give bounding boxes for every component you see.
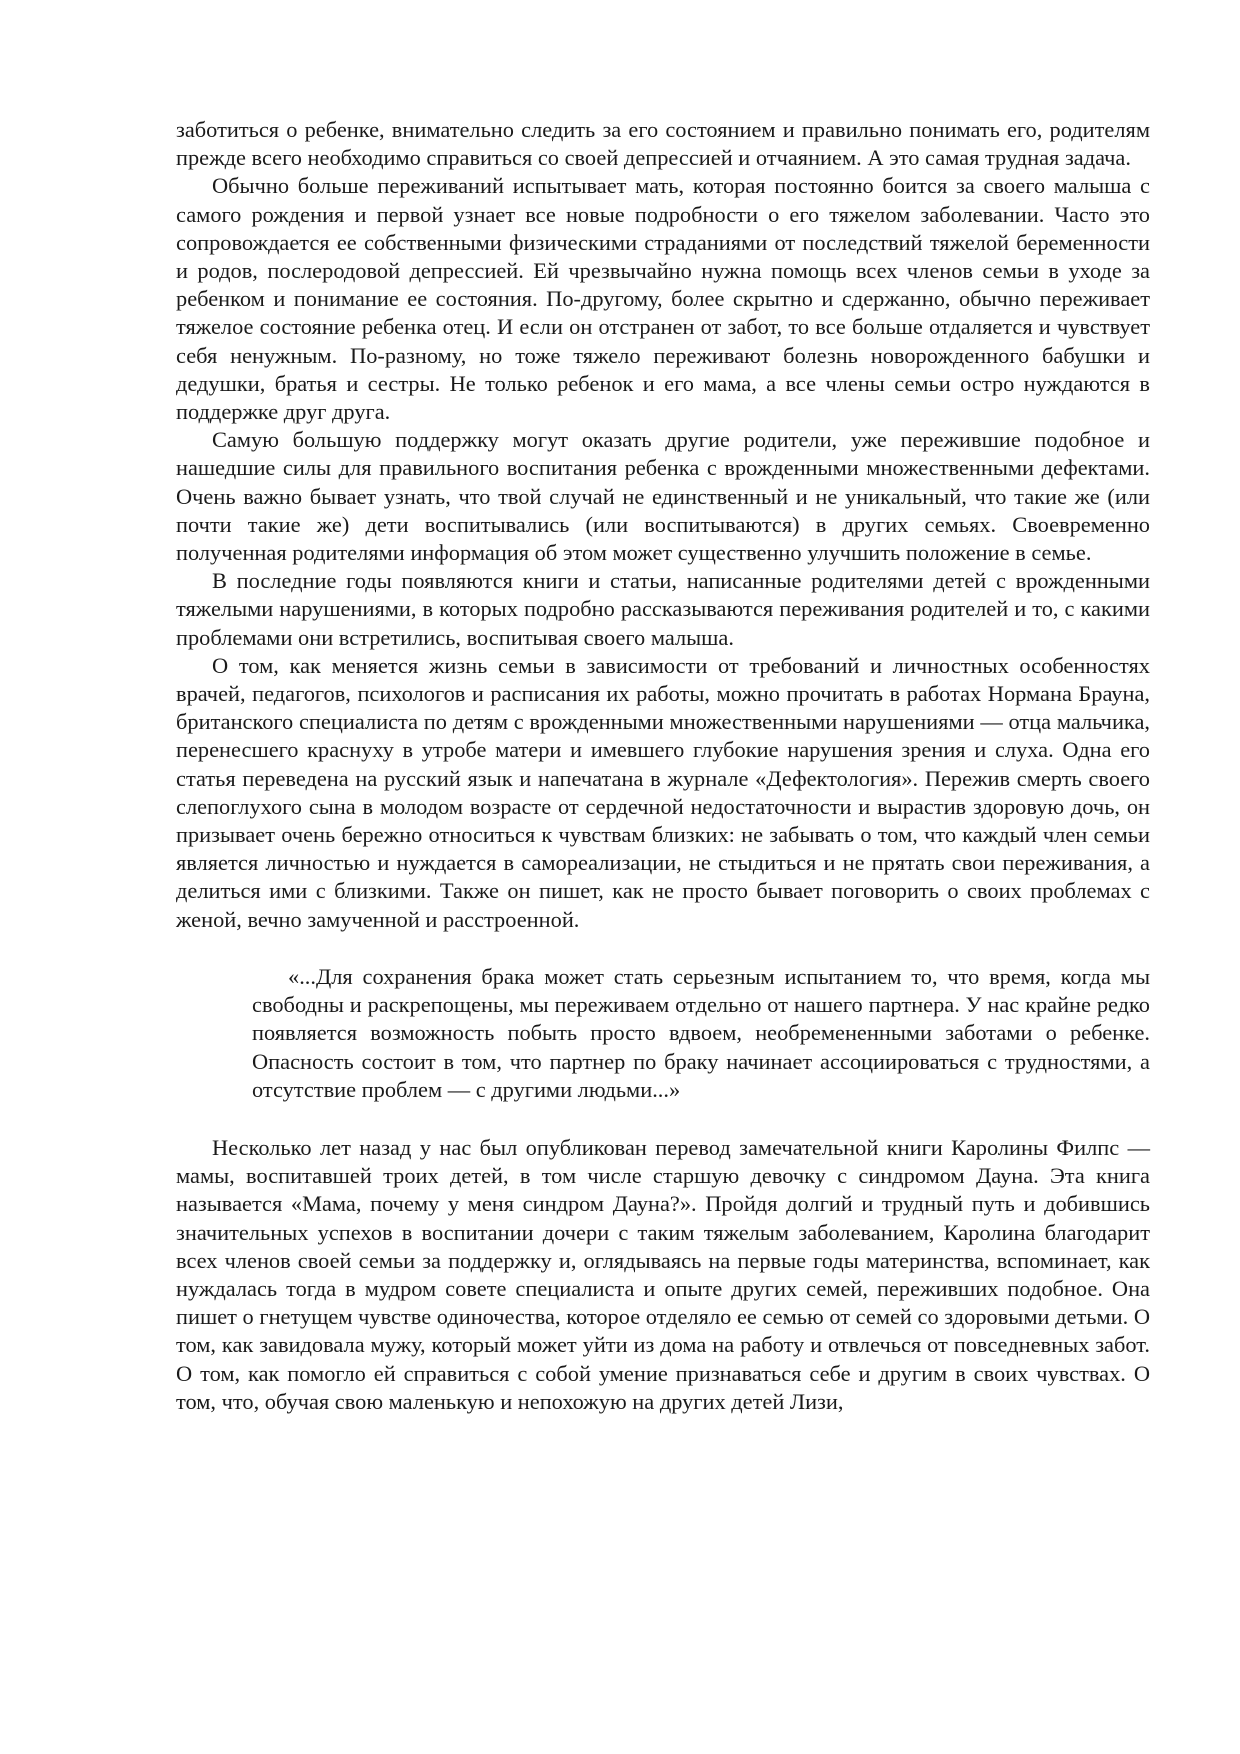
paragraph-4: В последние годы появляются книги и статьи, написанные родителями детей с врожденными тяжелыми нарушениями, в которых подробно рассказываются переживания родителей и то, с какими проблемами они встретились, воспитывая своего малыша. [176,568,1150,650]
paragraph-3: Самую большую поддержку могут оказать другие родители, уже пережившие подобное и нашедшие силы для правильного воспитания ребенка с врожденными множественными дефектами. Очень важно бывает узнать, что твой случай не единственный и не уникальный, что такие же (или почти такие же) дети воспитывались (или воспитываются) в других семьях. Своевременно полученная родителями информация об этом может существенно улучшить положение в семье. [176,427,1150,566]
block-quote: «...Для сохранения брака может стать серьезным испытанием то, что время, когда мы свободны и раскрепощены, мы переживаем отдельно от нашего партнера. У нас крайне редко появляется возможность побыть просто вдвоем, необремененными заботами о ребенке. Опасность состоит в том, что партнер по браку начинает ассоциироваться с трудностями, а отсутствие проблем — с другими людьми...» [252,963,1150,1102]
paragraph-5: О том, как меняется жизнь семьи в зависимости от требований и личностных особенностях врачей, педагогов, психологов и расписания их работы, можно прочитать в работах Нормана Брауна, британского специалиста по детям с врожденными множественными нарушениями — отца мальчика, перенесшего краснуху в утробе матери и имевшего глубокие нарушения зрения и слуха. Одна его статья переведена на русский язык и напечатана в журнале «Дефектология». Пережив смерть своего слепоглухого сына в молодом возрасте от сердечной недостаточности и вырастив здоровую дочь, он призывает очень бережно относиться к чувствам близких: не забывать о том, что каждый член семьи является личностью и нуждается в самореализации, не стыдиться и не прятать свои переживания, а делиться ими с близкими. Также он пишет, как не просто бывает поговорить о своих проблемах с женой, вечно замученной и расстроенной. [176,652,1150,932]
document-page [176,116,1150,1416]
paragraph-2: Обычно больше переживаний испытывает мать, которая постоянно боится за своего малыша с самого рождения и первой узнает все новые подробности о его тяжелом заболевании. Часто это сопровождается ее собственными физическими страданиями от последствий тяжелой беременности и родов, послеродовой депрессией. Ей чрезвычайно нужна помощь всех членов семьи в уходе за ребенком и понимание ее состояния. По-другому, более скрытно и сдержанно, обычно переживает тяжелое состояние ребенка отец. И если он отстранен от забот, то все больше отдаляется и чувствует себя ненужным. По-разному, но тоже тяжело переживают болезнь новорожденного бабушки и дедушки, братья и сестры. Не только ребенок и его мама, а все члены семьи остро нуждаются в поддержке друг друга. [176,173,1150,425]
paragraph-1: заботиться о ребенке, внимательно следить за его состоянием и правильно понимать его, родителям прежде всего необходимо справиться со своей депрессией и отчаянием. А это самая трудная задача. [176,117,1150,171]
paragraph-6: Несколько лет назад у нас был опубликован перевод замечательной книги Каролины Филпс — мамы, воспитавшей троих детей, в том числе старшую девочку с синдромом Дауна. Эта книга называется «Мама, почему у меня синдром Дауна?». Пройдя долгий и трудный путь и добившись значительных успехов в воспитании дочери с таким тяжелым заболеванием, Каролина благодарит всех членов своей семьи за поддержку и, оглядываясь на первые годы материнства, вспоминает, как нуждалась тогда в мудром совете специалиста и опыте других семей, переживших подобное. Она пишет о гнетущем чувстве одиночества, которое отделяло ее семью от семей со здоровыми детьми. О том, как завидовала мужу, который может уйти из дома на работу и отвлечься от повседневных забот. О том, как помогло ей справиться с собой умение признаваться себе и другим в своих чувствах. О том, что, обучая свою маленькую и непохожую на других детей Лизи, [176,1134,1150,1414]
